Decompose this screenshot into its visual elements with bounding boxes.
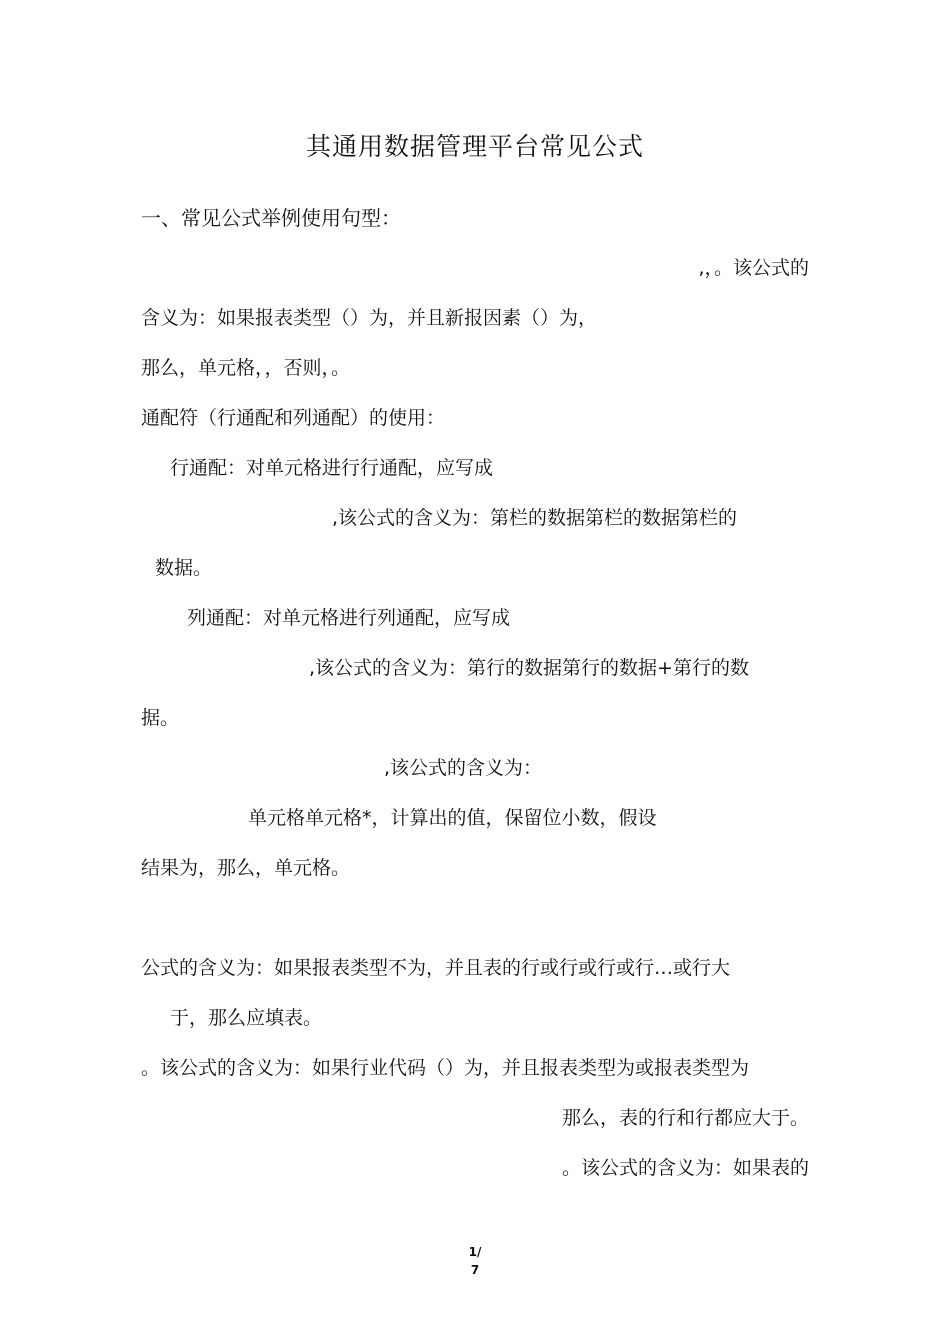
text-line: 。该公式的含义为：如果行业代码（）为，并且报表类型为或报表类型为 (141, 1057, 750, 1079)
text-line: 结果为，那么，单元格。 (141, 857, 351, 879)
text-line: ,，。该公式的 (698, 257, 809, 279)
text-line: ,该公式的含义为：第行的数据第行的数据+第行的数 (309, 657, 749, 679)
text-line: 列通配：对单元格进行列通配，应写成 (187, 607, 511, 629)
text-line: 据。 (141, 707, 180, 729)
document-title: 其通用数据管理平台常见公式 (305, 132, 644, 161)
text-line: 行通配：对单元格进行行通配，应写成 (170, 457, 494, 479)
text-line: 于，那么应填表。 (170, 1007, 323, 1029)
text-line: ,该公式的含义为： (384, 757, 543, 779)
text-line: 单元格单元格*，计算出的值，保留位小数，假设 (248, 807, 657, 829)
text-line: 通配符（行通配和列通配）的使用： (141, 407, 446, 429)
section-heading: 一、常见公式举例使用句型： (141, 206, 401, 230)
text-line: ,该公式的含义为：第栏的数据第栏的数据第栏的 (332, 507, 738, 529)
page-total: 7 (470, 1263, 480, 1277)
text-line: 含义为：如果报表类型（）为，并且新报因素（）为， (141, 307, 598, 329)
text-line: 数据。 (155, 557, 213, 579)
page-number: 1/ (468, 1245, 482, 1259)
text-line: 那么，表的行和行都应大于。 (561, 1107, 809, 1129)
text-line: 。该公式的含义为：如果表的 (561, 1157, 809, 1179)
text-line: 公式的含义为：如果报表类型不为，并且表的行或行或行或行…或行大 (141, 957, 731, 979)
text-line: 那么，单元格，，否则，。 (141, 357, 351, 379)
